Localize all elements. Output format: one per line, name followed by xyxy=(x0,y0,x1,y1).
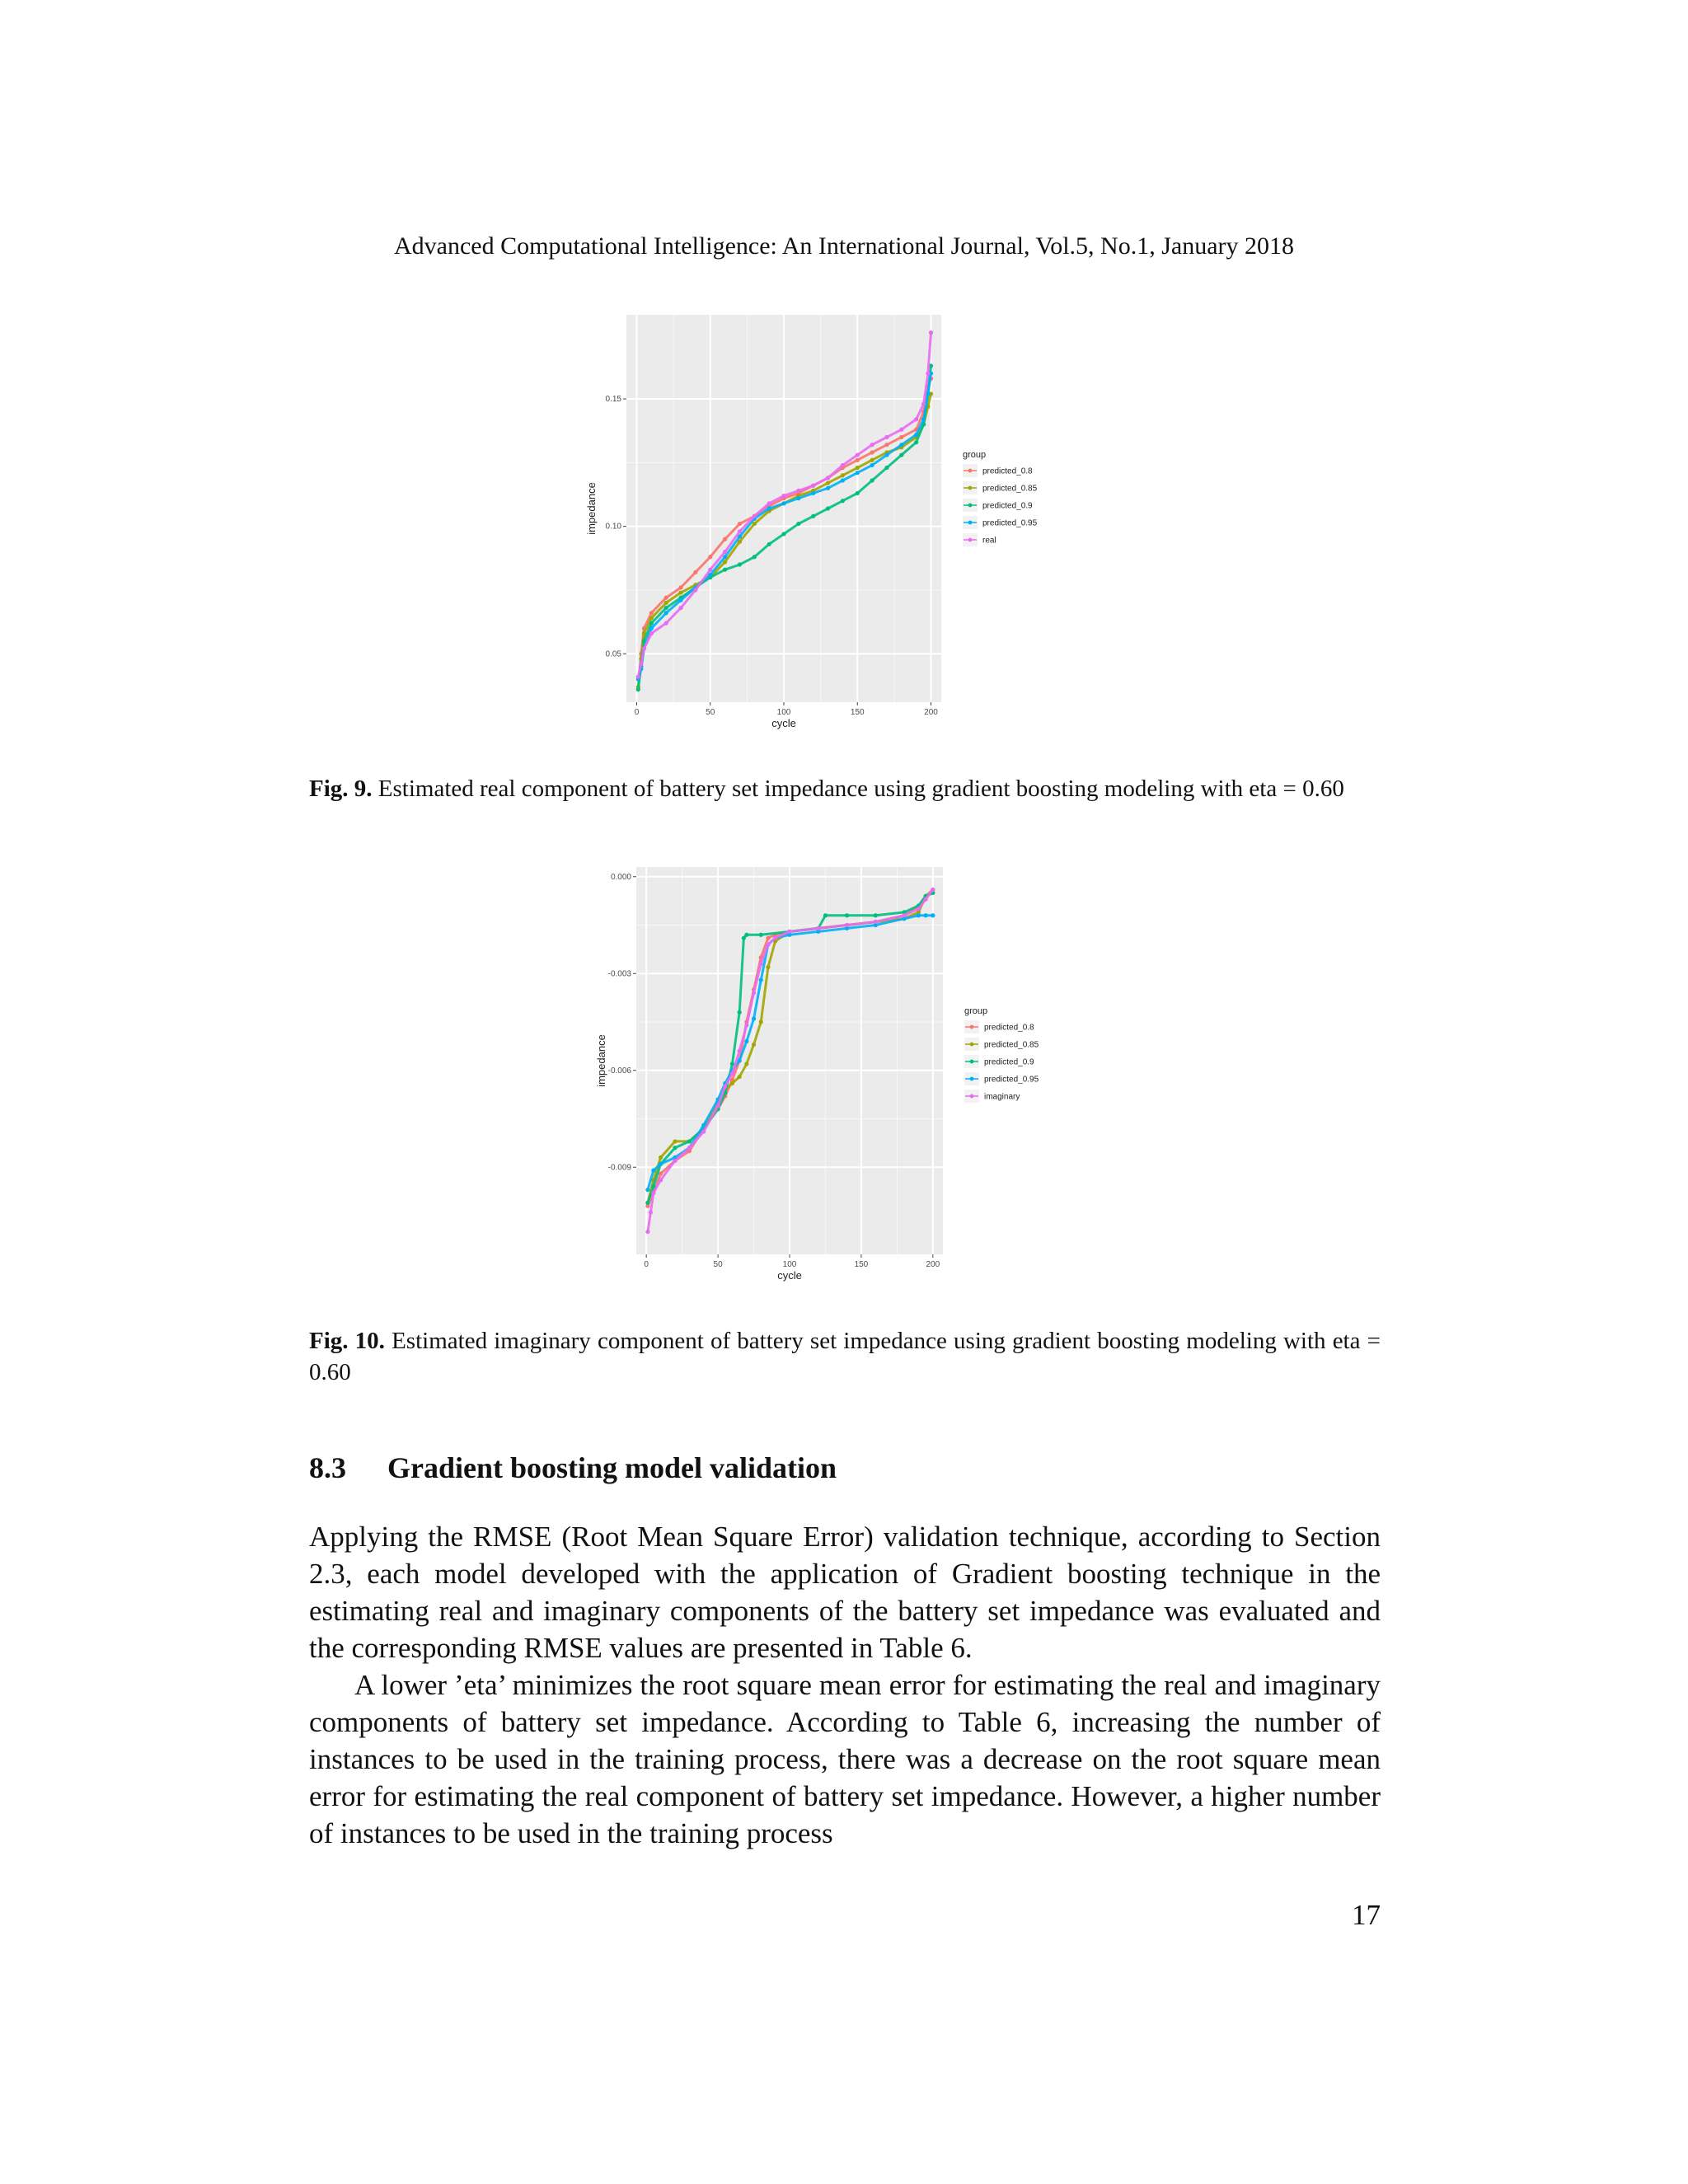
y-tick-label: -0.003 xyxy=(607,969,631,979)
data-point xyxy=(766,965,770,969)
data-point xyxy=(811,484,815,488)
data-point xyxy=(759,1019,763,1024)
data-point xyxy=(921,417,926,421)
legend-label: predicted_0.95 xyxy=(984,1075,1039,1085)
data-point xyxy=(678,598,682,602)
data-point xyxy=(673,1139,677,1143)
data-point xyxy=(781,494,785,498)
legend-label: predicted_0.8 xyxy=(984,1023,1034,1033)
data-point xyxy=(723,550,727,554)
x-axis-title: cycle xyxy=(771,717,796,729)
figure-9-caption-text: Estimated real component of battery set impedance using gradient boosting modeling with eta = 0.60 xyxy=(377,776,1344,802)
legend-key-point xyxy=(970,1025,974,1029)
figure-9-caption xyxy=(309,773,1381,804)
data-point xyxy=(874,913,878,917)
section-number: 8.3 xyxy=(309,1451,346,1484)
data-point xyxy=(636,687,640,691)
figure-9-chart xyxy=(579,313,1106,742)
data-point xyxy=(781,532,785,536)
data-point xyxy=(845,913,849,917)
data-point xyxy=(753,514,757,518)
y-tick-label: -0.009 xyxy=(607,1163,631,1173)
data-point xyxy=(753,555,757,559)
data-point xyxy=(914,417,918,421)
data-point xyxy=(651,1191,655,1195)
paragraph-2: A lower ’eta’ minimizes the root square mean error for estimating the real and imaginary components of battery set impedance. According to Table 6, increasing the number of instances to be used in the training process, there was a decrease on the root square mean error for estimating the real component of battery set impedance. However, a higher number of instances to be used in the training process xyxy=(309,1669,1381,1849)
data-point xyxy=(924,898,928,902)
data-point xyxy=(899,428,903,432)
data-point xyxy=(856,452,860,457)
data-point xyxy=(642,646,646,650)
x-tick-label: 0 xyxy=(644,1260,649,1269)
legend-key-point xyxy=(970,1094,974,1099)
data-point xyxy=(841,478,845,482)
data-point xyxy=(752,991,756,995)
y-tick-label: -0.006 xyxy=(607,1066,631,1076)
data-point xyxy=(914,433,918,437)
data-point xyxy=(742,936,746,940)
page-number: 17 xyxy=(1352,1899,1381,1931)
legend-label: imaginary xyxy=(984,1092,1020,1102)
x-axis-title: cycle xyxy=(777,1269,802,1282)
data-point xyxy=(796,522,800,526)
data-point xyxy=(649,616,654,620)
data-point xyxy=(870,458,874,462)
x-tick-label: 50 xyxy=(706,708,715,717)
figure-10-label: Fig. 10. xyxy=(309,1328,385,1354)
data-point xyxy=(723,537,727,541)
data-point xyxy=(766,936,770,940)
data-point xyxy=(931,913,935,917)
data-point xyxy=(856,471,860,475)
data-point xyxy=(744,1062,748,1066)
data-point xyxy=(921,402,926,406)
data-point xyxy=(899,452,903,457)
data-point xyxy=(701,1130,706,1134)
data-point xyxy=(649,631,654,635)
y-tick-label: 0.10 xyxy=(605,522,621,532)
y-axis-title: impedance xyxy=(585,482,598,535)
data-point xyxy=(931,888,935,892)
data-point xyxy=(884,452,889,457)
data-point xyxy=(811,491,815,495)
data-point xyxy=(884,466,889,470)
data-point xyxy=(767,501,771,505)
data-point xyxy=(796,489,800,493)
x-tick-label: 100 xyxy=(782,1260,797,1269)
data-point xyxy=(841,499,845,503)
data-point xyxy=(744,933,748,937)
data-point xyxy=(645,1188,649,1192)
data-point xyxy=(673,1146,677,1150)
data-point xyxy=(659,1162,663,1166)
y-tick-label: 0.05 xyxy=(605,649,621,659)
legend-key-point xyxy=(968,469,973,473)
data-point xyxy=(664,601,668,605)
data-point xyxy=(826,506,830,510)
x-tick-label: 50 xyxy=(713,1260,723,1269)
data-point xyxy=(678,606,682,610)
data-point xyxy=(687,1139,692,1143)
data-point xyxy=(884,443,889,447)
data-point xyxy=(752,1016,756,1020)
data-point xyxy=(649,1210,653,1214)
data-point xyxy=(914,440,918,444)
data-point xyxy=(874,920,878,924)
data-point xyxy=(664,621,668,626)
data-point xyxy=(678,585,682,589)
legend-key-point xyxy=(968,521,973,525)
data-point xyxy=(917,907,921,911)
data-point xyxy=(781,501,785,505)
data-point xyxy=(664,606,668,610)
data-point xyxy=(678,590,682,594)
y-tick-label: 0.15 xyxy=(605,395,621,405)
data-point xyxy=(856,458,860,462)
data-point xyxy=(870,478,874,482)
data-point xyxy=(651,1169,655,1173)
x-tick-label: 0 xyxy=(634,708,640,717)
section-heading xyxy=(309,1451,837,1485)
legend-key-point xyxy=(970,1060,974,1064)
data-point xyxy=(738,1010,742,1015)
data-point xyxy=(826,480,830,485)
data-point xyxy=(738,529,742,533)
data-point xyxy=(649,626,654,630)
data-point xyxy=(870,463,874,467)
data-point xyxy=(816,926,820,930)
data-point xyxy=(899,435,903,439)
legend-key-point xyxy=(970,1043,974,1047)
data-point xyxy=(759,933,763,937)
legend-title: group xyxy=(963,450,987,460)
data-point xyxy=(796,496,800,500)
legend-key-point xyxy=(968,486,973,490)
data-point xyxy=(884,435,889,439)
legend-label: predicted_0.9 xyxy=(984,1057,1034,1067)
y-axis-title: impedance xyxy=(595,1034,607,1087)
data-point xyxy=(659,1178,663,1182)
data-point xyxy=(673,1159,677,1163)
data-point xyxy=(773,936,777,940)
data-point xyxy=(811,514,815,518)
data-point xyxy=(759,962,763,966)
legend-key-point xyxy=(968,504,973,508)
data-point xyxy=(730,1081,734,1085)
data-point xyxy=(926,372,930,376)
figure-9-svg xyxy=(579,313,1106,742)
data-point xyxy=(767,542,771,546)
data-point xyxy=(649,611,654,615)
data-point xyxy=(902,913,906,917)
figure-10-caption-text: Estimated imaginary component of battery set impedance using gradient boosting modeling with eta = 0.60 xyxy=(309,1328,1381,1385)
data-point xyxy=(687,1146,692,1150)
legend-title: group xyxy=(964,1006,988,1016)
legend-label: predicted_0.9 xyxy=(982,501,1033,511)
data-point xyxy=(645,1201,649,1205)
x-tick-label: 100 xyxy=(776,708,791,717)
data-point xyxy=(664,596,668,600)
legend-label: predicted_0.85 xyxy=(982,484,1038,494)
legend-label: predicted_0.85 xyxy=(984,1040,1039,1050)
x-tick-label: 150 xyxy=(854,1260,869,1269)
data-point xyxy=(841,463,845,467)
data-point xyxy=(636,674,640,678)
data-point xyxy=(856,491,860,495)
legend-label: real xyxy=(982,536,996,546)
data-point xyxy=(899,443,903,447)
running-header: Advanced Computational Intelligence: An International Journal, Vol.5, No.1, January 2018 xyxy=(394,232,1294,260)
data-point xyxy=(766,942,770,946)
figure-10-svg xyxy=(579,865,1106,1302)
data-point xyxy=(826,476,830,480)
data-point xyxy=(826,486,830,490)
data-point xyxy=(649,621,654,626)
data-point xyxy=(738,522,742,526)
paragraph-1: Applying the RMSE (Root Mean Square Error) validation technique, according to Section 2.3, each model developed with the application of Gradient boosting technique in the estimating real and imaginary components of the battery set impedance was evaluated and the corresponding RMSE values are presented in Table 6. xyxy=(309,1521,1381,1664)
legend-key-point xyxy=(970,1077,974,1081)
legend-label: predicted_0.8 xyxy=(982,466,1033,476)
data-point xyxy=(744,1023,748,1027)
data-point xyxy=(845,923,849,927)
data-point xyxy=(708,568,712,572)
data-point xyxy=(767,506,771,510)
legend-label: predicted_0.95 xyxy=(982,518,1038,528)
data-point xyxy=(787,930,791,934)
data-point xyxy=(738,1075,742,1079)
data-point xyxy=(744,1039,748,1043)
data-point xyxy=(738,562,742,566)
data-point xyxy=(723,568,727,572)
data-point xyxy=(693,570,697,574)
x-tick-label: 200 xyxy=(924,708,938,717)
data-point xyxy=(659,1155,663,1160)
data-point xyxy=(924,913,928,917)
data-point xyxy=(841,473,845,477)
data-point xyxy=(708,555,712,559)
data-point xyxy=(693,588,697,592)
data-point xyxy=(645,1230,649,1234)
figure-9-label: Fig. 9. xyxy=(309,776,373,802)
x-tick-label: 150 xyxy=(850,708,865,717)
data-point xyxy=(639,662,643,666)
y-tick-label: 0.000 xyxy=(610,872,631,882)
x-tick-label: 200 xyxy=(926,1260,940,1269)
data-point xyxy=(929,330,933,335)
section-title: Gradient boosting model validation xyxy=(387,1451,837,1484)
data-point xyxy=(738,1049,742,1053)
data-point xyxy=(759,977,763,982)
data-point xyxy=(917,913,921,917)
data-point xyxy=(664,611,668,615)
legend-key-point xyxy=(968,538,973,542)
data-point xyxy=(715,1104,720,1108)
data-point xyxy=(823,913,828,917)
data-point xyxy=(752,1043,756,1047)
figure-10-caption xyxy=(309,1325,1381,1388)
figure-10-chart xyxy=(579,865,1106,1302)
data-point xyxy=(723,1085,727,1089)
data-point xyxy=(730,1071,734,1076)
data-point xyxy=(856,466,860,470)
data-point xyxy=(870,443,874,447)
data-point xyxy=(870,450,874,454)
